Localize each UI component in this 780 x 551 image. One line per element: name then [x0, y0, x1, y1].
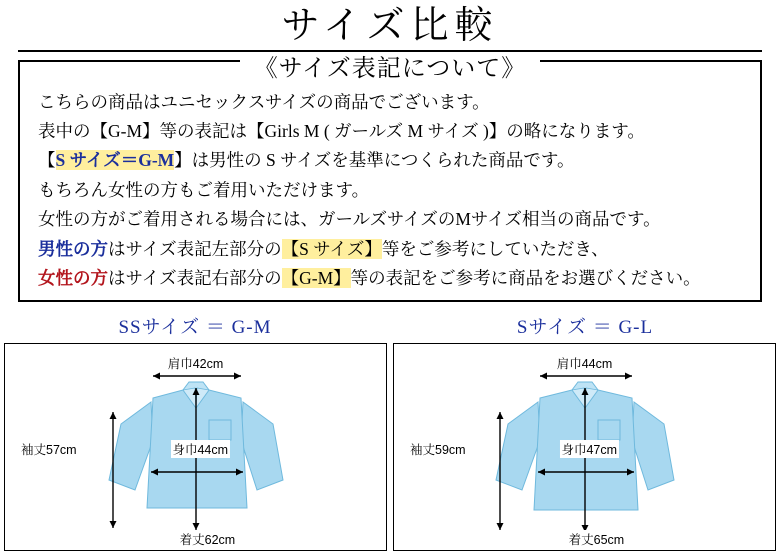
panel-image-row: [0, 343, 780, 551]
notice-line-women: [38, 264, 742, 292]
notice-line-men: [38, 235, 742, 263]
men-label: 男性の方: [38, 238, 108, 259]
notice-line-3-suffix: 】は男性の S サイズを基準につくられた商品です。: [174, 150, 575, 171]
size-diagram-ss: [4, 343, 387, 551]
panel-label-ss: SSサイズ ＝ G-M: [118, 317, 272, 338]
notice-line-1: こちらの商品はユニセックスサイズの商品でございます。: [38, 91, 490, 112]
women-rest-1: はサイズ表記右部分の: [108, 267, 282, 288]
shoulder-label-s: 肩巾44cm: [555, 354, 615, 372]
notice-heading-text: 《サイズ表記について》: [240, 56, 541, 82]
page-title: サイズ比較: [281, 5, 499, 47]
panel-label-s: Sサイズ ＝ G-L: [516, 317, 654, 338]
length-label-s: 着丈65cm: [567, 530, 627, 548]
size-panels: [0, 312, 780, 551]
size-diagram-s: [393, 343, 776, 551]
men-rest-1: はサイズ表記左部分の: [108, 238, 282, 259]
length-label-ss: 着丈62cm: [178, 530, 238, 548]
sleeve-label-s: 袖丈59cm: [408, 440, 468, 458]
panel-label-row: [0, 312, 780, 343]
men-size-highlight: 【S サイズ】: [281, 238, 382, 259]
sleeve-label-ss: 袖丈57cm: [19, 440, 79, 458]
notice-line-5: 女性の方がご着用される場合には、ガールズサイズのMサイズ相当の商品です。: [38, 209, 661, 230]
women-rest-2: 等の表記をご参考: [350, 267, 491, 288]
shoulder-label-ss: 肩巾42cm: [166, 354, 226, 372]
notice-line-2: 表中の【G-M】等の表記は【Girls M ( ガールズ M サイズ )】の略になります。: [38, 121, 645, 142]
women-rest-3: に商品をお選びください。: [490, 267, 701, 288]
men-rest-2: 等をご参考にしていただき、: [381, 238, 609, 259]
notice-box: [18, 55, 762, 302]
women-size-highlight: 【G-M】: [281, 267, 351, 288]
chest-label-s: 身巾47cm: [559, 440, 619, 458]
notice-line-3-prefix: 【: [38, 150, 56, 171]
chest-label-ss: 身巾44cm: [170, 440, 230, 458]
notice-line-4: もちろん女性の方もご着用いただけます。: [38, 179, 370, 200]
notice-line-3: [38, 146, 742, 174]
notice-size-highlight: S サイズ＝G-M: [55, 150, 175, 171]
women-label: 女性の方: [38, 267, 108, 288]
notice-body: [20, 62, 760, 292]
notice-heading: [20, 48, 760, 83]
